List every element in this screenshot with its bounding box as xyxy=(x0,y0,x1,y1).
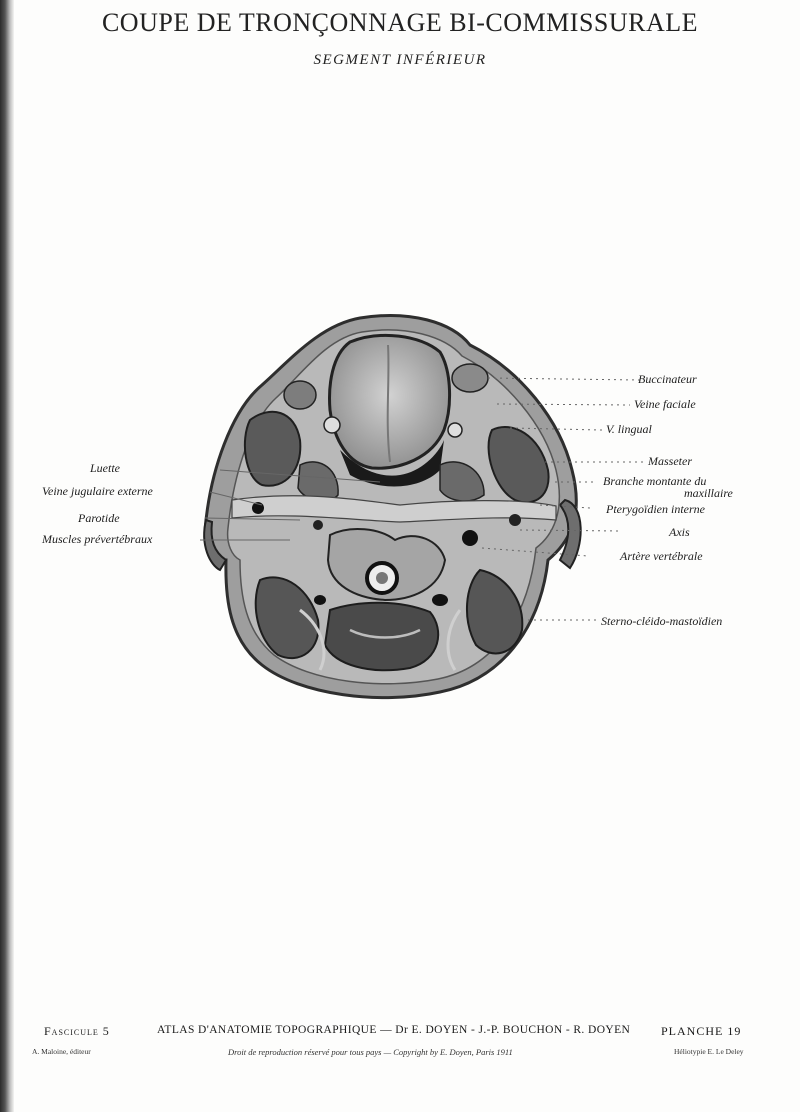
label-sterno-cleido-mastoidien: Sterno-cléido-mastoïdien xyxy=(601,614,723,628)
left-masseter xyxy=(245,412,300,486)
footer-editor: A. Maloine, éditeur xyxy=(32,1047,91,1056)
label-axis: Axis xyxy=(669,525,690,539)
label-pterygoidien-interne: Pterygoïdien interne xyxy=(606,502,705,516)
label-luette: Luette xyxy=(90,461,120,475)
label-veine-jugulaire-externe: Veine jugulaire externe xyxy=(42,484,153,498)
label-parotide: Parotide xyxy=(78,511,120,525)
footer-fascicule: Fascicule 5 xyxy=(44,1024,110,1038)
footer-planche: PLANCHE 19 xyxy=(661,1024,742,1038)
footer-atlas-credit: ATLAS D'ANATOMIE TOPOGRAPHIQUE — Dr E. DOYEN - J.-P. BOUCHON - R. DOYEN xyxy=(157,1024,631,1036)
plate-subtitle: SEGMENT INFÉRIEUR xyxy=(313,52,487,68)
vertebral-artery xyxy=(462,530,478,546)
label-buccinateur: Buccinateur xyxy=(638,372,697,386)
label-maxillaire: maxillaire xyxy=(684,486,733,500)
label-branche-montante: Branche montante du xyxy=(603,474,707,488)
label-v-lingual: V. lingual xyxy=(606,422,652,436)
label-muscles-prevertebraux: Muscles prévertébraux xyxy=(42,532,153,546)
label-veine-faciale: Veine faciale xyxy=(634,397,696,411)
plate-title: COUPE DE TRONÇONNAGE BI-COMMISSURALE xyxy=(101,8,699,37)
label-masseter: Masseter xyxy=(648,454,692,468)
footer-printer: Héliotypie E. Le Deley xyxy=(674,1047,744,1056)
label-artere-vertebrale: Artère vertébrale xyxy=(620,549,703,563)
footer-rights: Droit de reproduction réservé pour tous pays — Copyright by E. Doyen, Paris 1911 xyxy=(228,1047,513,1057)
